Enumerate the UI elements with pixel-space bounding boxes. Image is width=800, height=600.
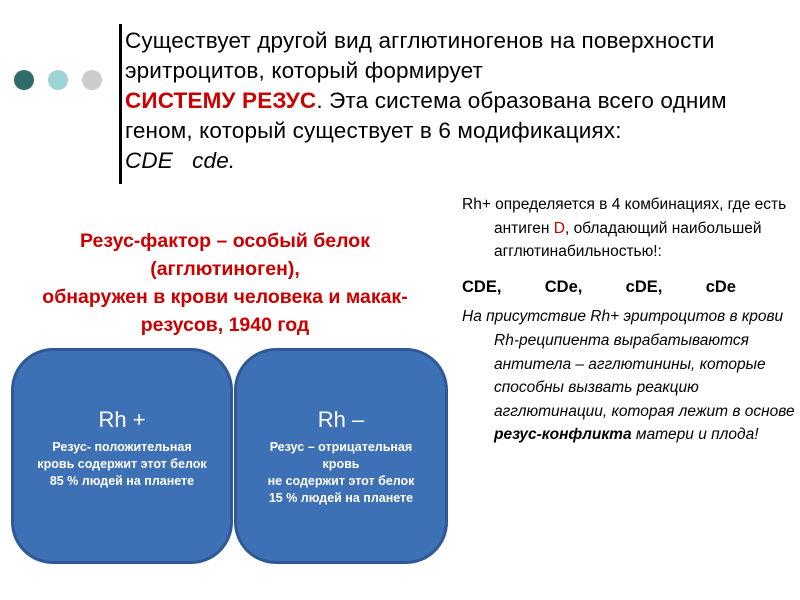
oval-line: Резус- положительная bbox=[52, 440, 192, 454]
title-text-1: Существует другой вид агглютиногенов на поверхности эритроцитов, который формирует bbox=[125, 28, 715, 83]
text-run: , обладающий наибольшей агглютинабильностью!: bbox=[494, 219, 762, 261]
right-column bbox=[462, 193, 796, 447]
title-formula: CDE cde. bbox=[125, 148, 236, 173]
oval-line: 85 % людей на планете bbox=[49, 474, 195, 488]
oval-line: 15 % людей на планете bbox=[268, 491, 414, 505]
slide-title bbox=[125, 26, 795, 176]
text-run: матери и плода! bbox=[631, 426, 759, 444]
oval-line: Резус – отрицательная bbox=[269, 440, 413, 454]
title-text-2: . Эта система образована всего одним геном, который существует в 6 модификациях: bbox=[125, 88, 727, 143]
rh-negative-box bbox=[234, 348, 448, 564]
rhesus-heading bbox=[10, 227, 440, 339]
text-run: Rh+ определяется в 4 комбинациях, где есть антиген bbox=[462, 196, 787, 237]
dot-grey bbox=[82, 70, 102, 90]
rh-combinations-text bbox=[462, 193, 796, 264]
rh-negative-text bbox=[237, 439, 445, 507]
heading-line: резусов, 1940 год bbox=[140, 314, 310, 336]
antigen-d: D bbox=[553, 219, 565, 237]
text-run: На присутствие Rh+ эритроцитов в крови Rh-реципиента вырабатываются антитела – агглютинины, которые способны вызвать реакцию агглютинации, которая лежит в основе bbox=[462, 308, 795, 420]
combination-list bbox=[462, 276, 796, 300]
combination-item: cDe bbox=[705, 277, 736, 296]
heading-line: обнаружен в крови человека и макак- bbox=[42, 286, 408, 308]
oval-line: не содержит этот белок bbox=[267, 474, 415, 488]
dot-light bbox=[48, 70, 68, 90]
combination-item: cDE, bbox=[625, 277, 663, 296]
combination-item: CDe, bbox=[544, 277, 583, 296]
rhesus-conflict-text bbox=[462, 305, 796, 447]
rhesus-conflict-term: резус-конфликта bbox=[494, 426, 632, 444]
dot-dark bbox=[14, 70, 34, 90]
title-highlight: СИСТЕМУ РЕЗУС bbox=[125, 88, 317, 113]
oval-line: кровь содержит этот белок bbox=[37, 457, 207, 471]
rh-positive-box bbox=[11, 348, 233, 564]
combination-item: CDE, bbox=[462, 277, 502, 296]
oval-line: кровь bbox=[322, 457, 360, 471]
heading-line: (агглютиноген), bbox=[150, 258, 300, 280]
title-divider bbox=[119, 24, 122, 184]
rh-positive-label: Rh + bbox=[98, 407, 146, 432]
rh-negative-label: Rh – bbox=[317, 407, 365, 432]
slide-bullet-dots bbox=[14, 70, 102, 90]
heading-line: Резус-фактор – особый белок bbox=[80, 230, 370, 252]
rh-positive-text bbox=[14, 439, 230, 490]
